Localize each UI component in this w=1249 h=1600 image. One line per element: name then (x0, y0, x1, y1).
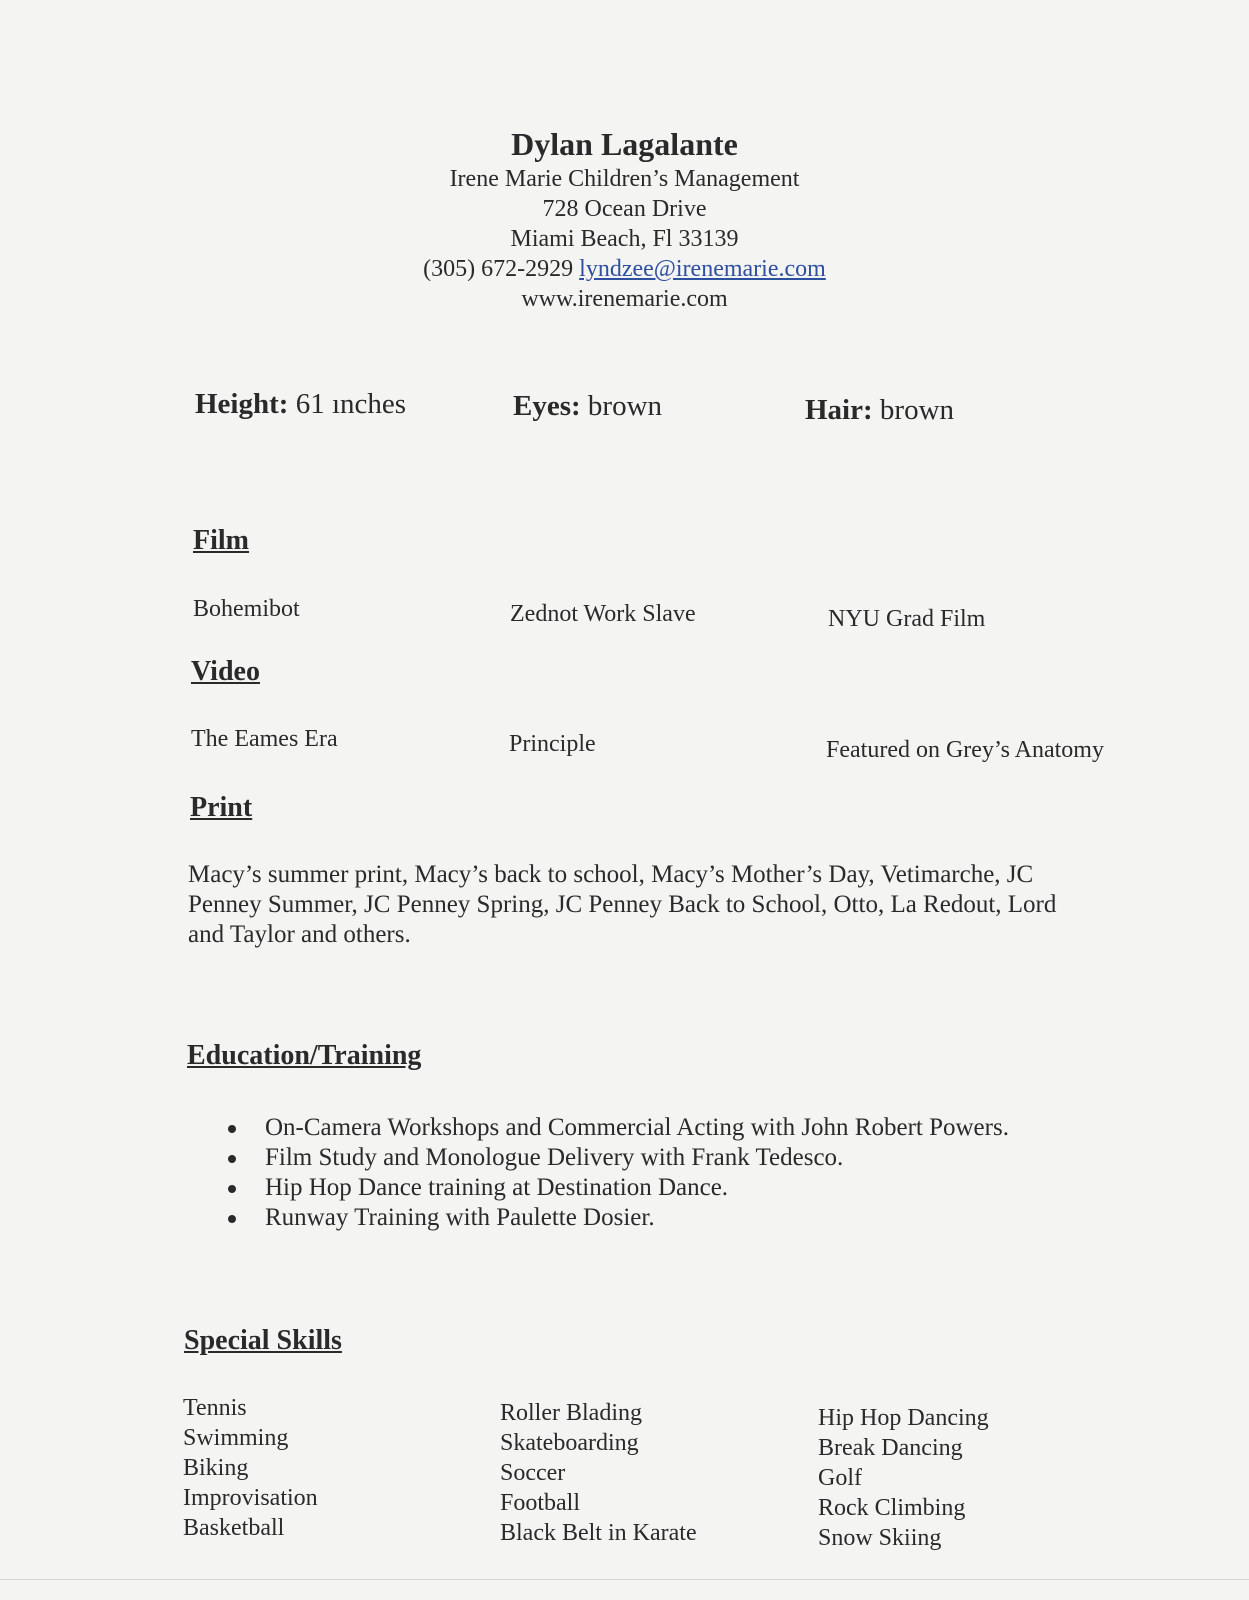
list-item: Runway Training with Paulette Dosier. (228, 1203, 1009, 1233)
street-address: 728 Ocean Drive (542, 196, 707, 222)
list-item: Skateboarding (500, 1430, 639, 1456)
print-credits (188, 860, 1128, 950)
list-item: Black Belt in Karate (500, 1520, 697, 1546)
skills-heading: Special Skills (184, 1325, 342, 1356)
page-bottom-edge (0, 1579, 1249, 1580)
education-heading: Education/Training (187, 1040, 422, 1071)
video-item: Principle (509, 731, 596, 757)
eyes-stat (513, 390, 662, 423)
list-item: Film Study and Monologue Delivery with Frank Tedesco. (228, 1143, 1009, 1173)
list-item: On-Camera Workshops and Commercial Acting with John Robert Powers. (228, 1113, 1009, 1143)
print-heading: Print (190, 792, 253, 823)
video-item: Featured on Grey’s Anatomy (826, 737, 1104, 763)
print-line: Macy’s summer print, Macy’s back to school, Macy’s Mother’s Day, Vetimarche, JC (188, 861, 1034, 888)
list-item: Hip Hop Dancing (818, 1405, 989, 1431)
print-line: Penney Summer, JC Penney Spring, JC Penney Back to School, Otto, La Redout, Lord (188, 891, 1057, 918)
education-list (228, 1113, 1009, 1233)
list-item: Biking (183, 1455, 249, 1481)
list-item: Golf (818, 1465, 862, 1491)
skills-column-1 (183, 1393, 318, 1543)
film-item: NYU Grad Film (828, 606, 986, 632)
list-item: Soccer (500, 1460, 566, 1486)
list-item: Tennis (183, 1395, 247, 1421)
skills-column-2 (500, 1398, 697, 1548)
agency-name: Irene Marie Children’s Management (449, 166, 800, 192)
film-item: Bohemibot (193, 596, 300, 622)
list-item: Improvisation (183, 1485, 318, 1511)
video-heading: Video (191, 656, 260, 687)
print-line: and Taylor and others. (188, 921, 411, 948)
email-link[interactable]: lyndzee@irenemarie.com (579, 256, 826, 282)
list-item: Snow Skiing (818, 1525, 942, 1551)
hair-value: brown (879, 394, 955, 426)
eyes-label: Eyes: (513, 390, 581, 422)
list-item: Football (500, 1490, 581, 1516)
website-url: www.irenemarie.com (521, 286, 728, 312)
height-label: Height: (195, 388, 289, 420)
actor-name: Dylan Lagalante (511, 126, 738, 162)
list-item: Hip Hop Dance training at Destination Dance. (228, 1173, 1009, 1203)
film-item: Zednot Work Slave (510, 601, 696, 627)
list-item: Rock Climbing (818, 1495, 966, 1521)
video-item: The Eames Era (191, 726, 338, 752)
height-stat (195, 388, 406, 421)
height-value: 61 ınches (295, 388, 407, 420)
skills-column-3 (818, 1403, 989, 1553)
phone-email-line (0, 254, 1249, 284)
hair-stat (805, 394, 954, 427)
phone-number: (305) 672-2929 (423, 256, 574, 282)
list-item: Roller Blading (500, 1400, 642, 1426)
list-item: Basketball (183, 1515, 285, 1541)
hair-label: Hair: (805, 394, 873, 426)
contact-header (0, 124, 1249, 314)
city-address: Miami Beach, Fl 33139 (510, 226, 739, 252)
film-heading: Film (193, 525, 249, 556)
eyes-value: brown (587, 390, 663, 422)
list-item: Break Dancing (818, 1435, 963, 1461)
list-item: Swimming (183, 1425, 289, 1451)
